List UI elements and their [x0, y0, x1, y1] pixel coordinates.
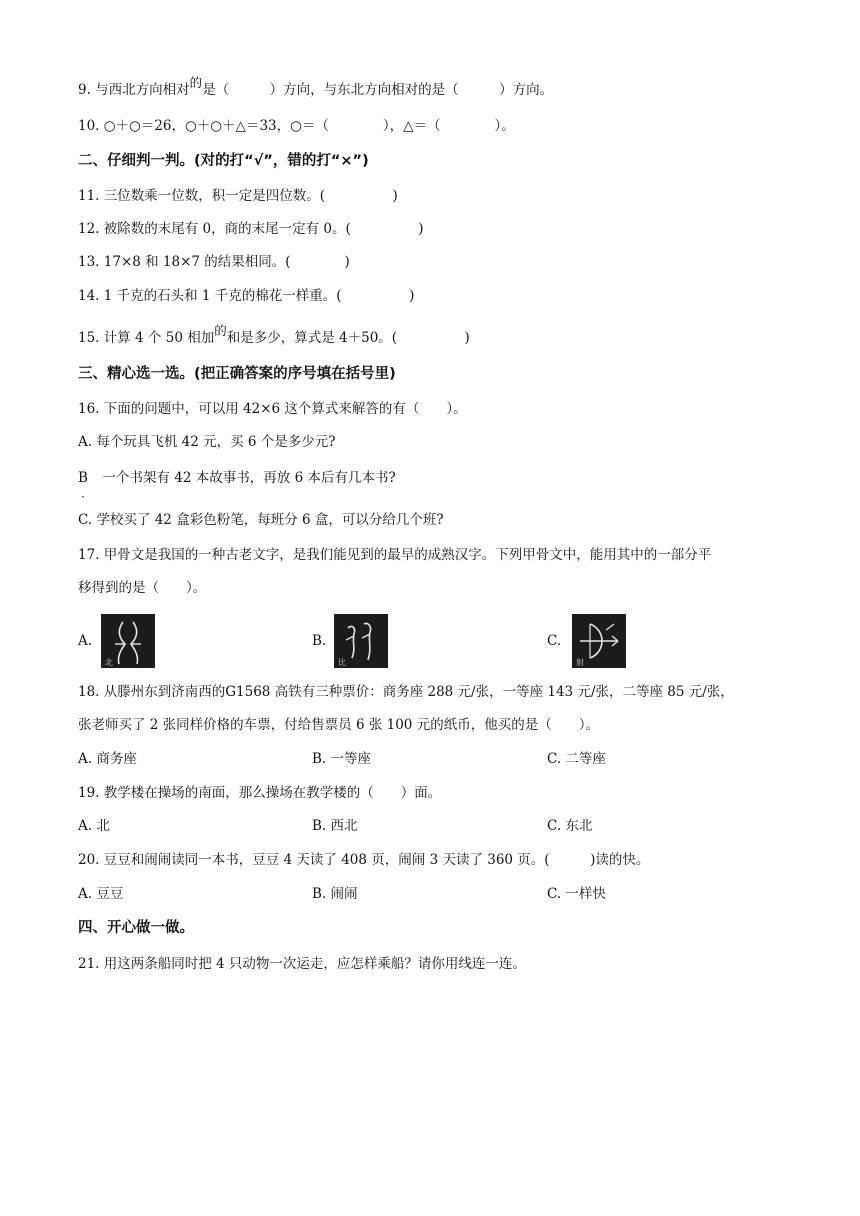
question-21: 21. 用这两条船同时把 4 只动物一次运走，应怎样乘船？请你用线连一连。 — [78, 956, 526, 972]
question-19-option-a: A. 北 — [78, 818, 110, 834]
stray-dot: · — [81, 490, 85, 504]
question-12: 12. 被除数的末尾有 0，商的末尾一定有 0。( ) — [78, 221, 424, 237]
question-18-option-b: B. 一等座 — [312, 751, 372, 767]
question-20: 20. 豆豆和闹闹读同一本书，豆豆 4 天读了 408 页，闹闹 3 天读了 360 页。( )读的快。 — [78, 852, 650, 868]
question-11: 11. 三位数乘一位数，积一定是四位数。( ) — [78, 188, 398, 204]
question-17-line-2: 移得到的是（ ）。 — [78, 580, 207, 596]
oracle-glyph-bi-image — [334, 614, 388, 668]
question-16-option-b — [78, 468, 396, 488]
question-17-option-c-label: C. — [547, 633, 562, 649]
question-20-option-a: A. 豆豆 — [78, 886, 124, 902]
question-20-option-c: C. 一样快 — [547, 886, 606, 902]
section-2-heading: 二、仔细判一判。(对的打“√”，错的打“×”) — [78, 153, 369, 169]
section-4-heading: 四、开心做一做。 — [78, 920, 194, 936]
question-20-option-b: B. 闹闹 — [312, 886, 358, 902]
question-18-line-2: 张老师买了 2 张同样价格的车票，付给售票员 6 张 100 元的纸币，他买的是（ ）。 — [78, 717, 599, 733]
question-17-line-1: 17. 甲骨文是我国的一种古老文字，是我们能见到的最早的成熟汉字。下列甲骨文中，能用其中的一部分平 — [78, 547, 712, 563]
question-13: 13. 17×8 和 18×7 的结果相同。( ) — [78, 254, 350, 270]
glyph-caption-she: 射 — [576, 658, 584, 667]
question-18-option-a: A. 商务座 — [78, 751, 137, 767]
section-3-heading: 三、精心选一选。(把正确答案的序号填在括号里) — [78, 366, 396, 382]
question-19-option-b: B. 西北 — [312, 818, 358, 834]
question-14: 14. 1 千克的石头和 1 千克的棉花一样重。( ) — [78, 288, 415, 304]
question-9: 9. 与西北方向相对的是（ ）方向，与东北方向相对的是（ ）方向。 — [78, 75, 554, 98]
glyph-caption-bei: 北 — [105, 658, 113, 667]
question-16-option-a: A. 每个玩具飞机 42 元，买 6 个是多少元? — [78, 434, 336, 450]
question-15: 15. 计算 4 个 50 相加的和是多少，算式是 4＋50。( ) — [78, 323, 470, 346]
question-19-option-c: C. 东北 — [547, 818, 593, 834]
question-10: 10. ○＋○＝26，○＋○＋△＝33，○＝（ ），△＝（ ）。 — [78, 118, 515, 134]
question-16: 16. 下面的问题中，可以用 42×6 这个算式来解答的有（ ）。 — [78, 401, 467, 417]
question-17-option-a-label: A. — [78, 633, 93, 649]
option-b-letter: B — [78, 470, 88, 486]
question-17-option-b-label: B. — [312, 633, 327, 649]
question-18-option-c: C. 二等座 — [547, 751, 606, 767]
oracle-glyph-bei-image — [101, 614, 155, 668]
option-b-text: 一个书架有 42 本故事书，再放 6 本后有几本书? — [102, 470, 396, 486]
oracle-glyph-she-image — [572, 614, 626, 668]
question-16-option-c: C. 学校买了 42 盒彩色粉笔，每班分 6 盒，可以分给几个班? — [78, 512, 444, 528]
question-18-line-1: 18. 从滕州东到济南西的G1568 高铁有三种票价：商务座 288 元/张，一等座 143 元/张，二等座 85 元/张， — [78, 684, 734, 700]
glyph-caption-bi: 比 — [338, 658, 346, 667]
question-19: 19. 教学楼在操场的南面，那么操场在教学楼的（ ）面。 — [78, 785, 442, 801]
